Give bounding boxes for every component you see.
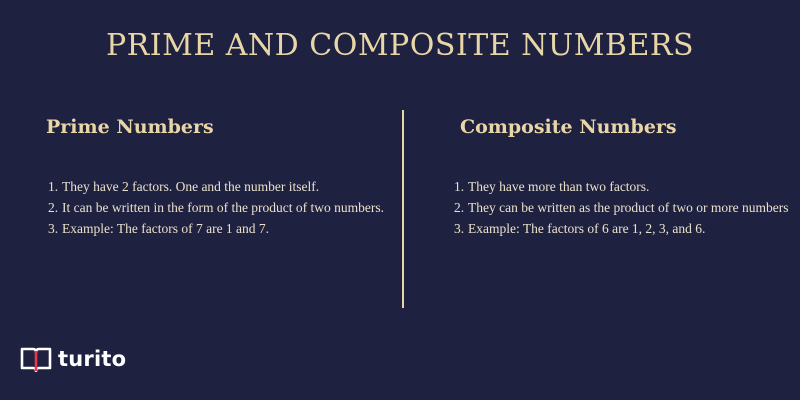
- list-item: [454, 176, 794, 197]
- list-item: [48, 218, 388, 239]
- list-item-number: 1.: [48, 179, 59, 194]
- list-item-text: Example: The factors of 7 are 1 and 7.: [62, 221, 270, 236]
- list-item: [48, 197, 388, 218]
- turito-logo: [20, 345, 126, 373]
- page-title: PRIME AND COMPOSITE NUMBERS: [105, 28, 694, 63]
- list-item-text: Example: The factors of 6 are 1, 2, 3, and 6.: [468, 221, 706, 236]
- list-item-text: They can be written as the product of two or more numbers: [468, 200, 789, 215]
- list-item-number: 2.: [48, 200, 59, 215]
- composite-numbers-list: [454, 176, 794, 239]
- composite-numbers-heading: Composite Numbers: [460, 116, 677, 138]
- list-item-number: 1.: [454, 179, 465, 194]
- list-item: [454, 218, 794, 239]
- list-item-text: They have 2 factors. One and the number itself.: [62, 179, 320, 194]
- list-item-text: They have more than two factors.: [468, 179, 650, 194]
- list-item-number: 3.: [48, 221, 59, 236]
- list-item-number: 3.: [454, 221, 465, 236]
- open-book-icon: [20, 346, 52, 372]
- prime-numbers-column: [46, 114, 386, 236]
- list-item: [48, 176, 388, 197]
- column-divider: [402, 110, 404, 308]
- prime-numbers-heading: Prime Numbers: [46, 116, 214, 138]
- prime-numbers-list: [48, 176, 388, 239]
- list-item-text: It can be written in the form of the product of two numbers.: [62, 200, 385, 215]
- list-item: [454, 197, 794, 218]
- composite-numbers-column: [454, 114, 796, 236]
- list-item-number: 2.: [454, 200, 465, 215]
- logo-text: turito: [58, 347, 127, 371]
